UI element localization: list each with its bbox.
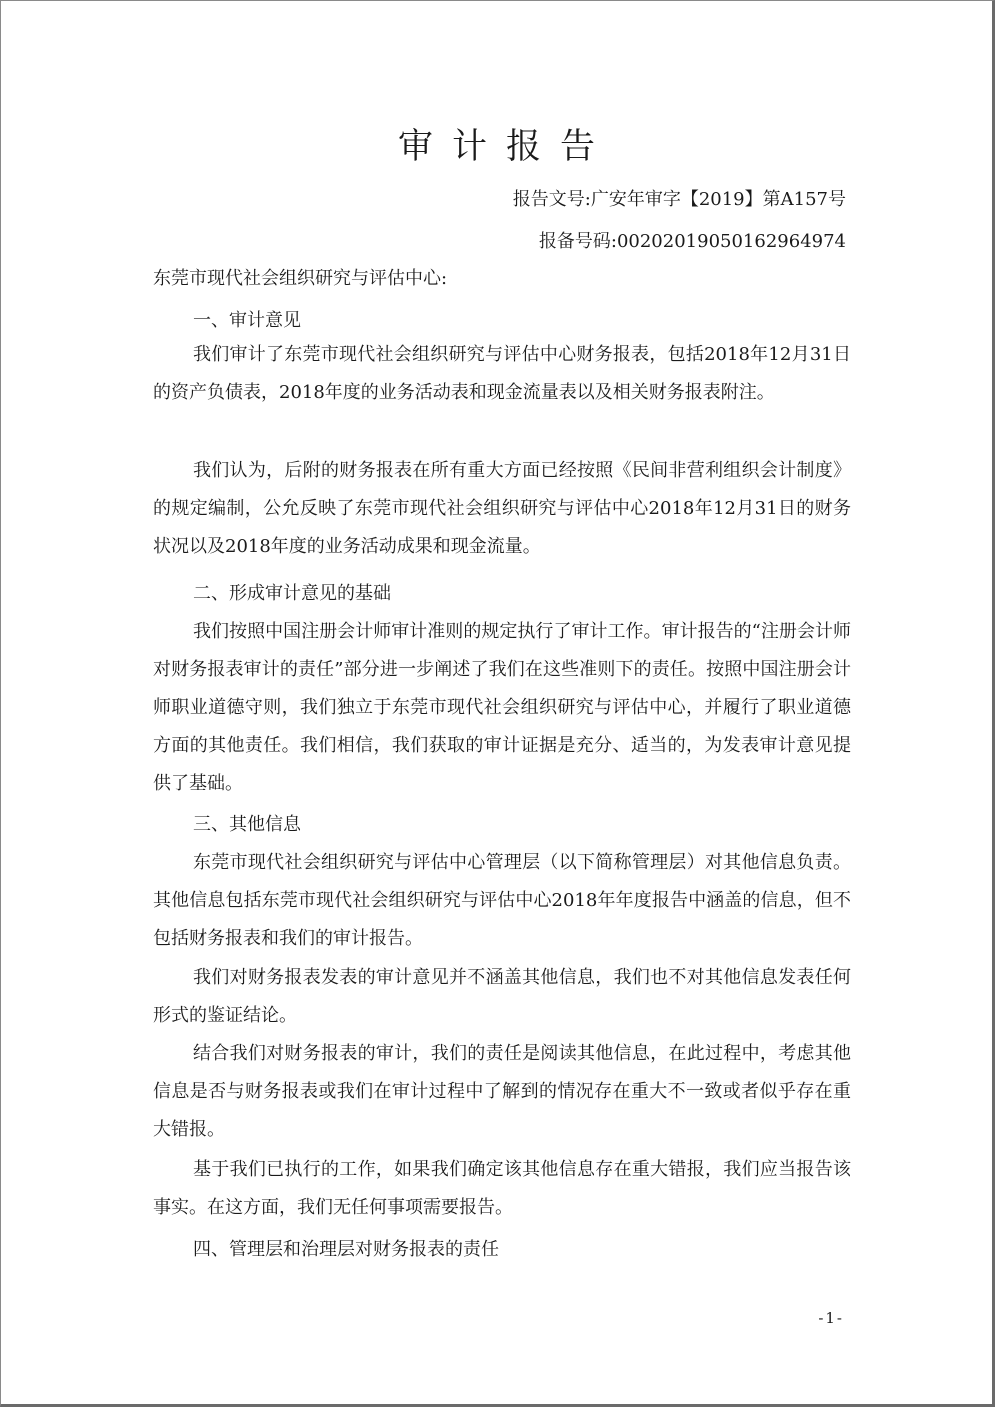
paragraph-other-info-responsibility: 东莞市现代社会组织研究与评估中心管理层（以下简称管理层）对其他信息负责。其他信息包括东莞市现代社会组织研究与评估中心2018年年度报告中涵盖的信息，但不包括财务报表和我们的审计报告。 [153, 852, 851, 949]
paragraph-other-info-conclusion: 基于我们已执行的工作，如果我们确定该其他信息存在重大错报，我们应当报告该事实。在这方面，我们无任何事项需要报告。 [153, 1159, 851, 1218]
paragraph-other-info-reading: 结合我们对财务报表的审计，我们的责任是阅读其他信息，在此过程中，考虑其他信息是否与财务报表或我们在审计过程中了解到的情况存在重大不一致或者似乎存在重大错报。 [153, 1043, 851, 1140]
paragraph-audit-scope: 我们审计了东莞市现代社会组织研究与评估中心财务报表，包括2018年12月31日的资产负债表，2018年度的业务活动表和现金流量表以及相关财务报表附注。 [153, 344, 851, 403]
section-heading-basis: 二、形成审计意见的基础 [193, 583, 391, 604]
paragraph-other-info-opinion: 我们对财务报表发表的审计意见并不涵盖其他信息，我们也不对其他信息发表任何形式的鉴证结论。 [153, 967, 851, 1026]
section-heading-audit-opinion: 一、审计意见 [193, 310, 301, 331]
addressee: 东莞市现代社会组织研究与评估中心: [153, 268, 448, 289]
page-number: -1- [818, 1309, 844, 1327]
section-heading-other-info: 三、其他信息 [193, 814, 301, 835]
filing-number: 报备号码:00202019050162964974 [538, 231, 846, 252]
document-title: 审计报告 [397, 127, 614, 167]
section-heading-management-responsibility: 四、管理层和治理层对财务报表的责任 [193, 1239, 499, 1260]
paragraph-opinion: 我们认为，后附的财务报表在所有重大方面已经按照《民间非营利组织会计制度》的规定编制，公允反映了东莞市现代社会组织研究与评估中心2018年12月31日的财务状况以及2018年度的业务活动成果和现金流量。 [153, 460, 851, 557]
report-number: 报告文号:广安年审字【2019】第A157号 [512, 189, 846, 210]
paragraph-basis: 我们按照中国注册会计师审计准则的规定执行了审计工作。审计报告的“注册会计师对财务报表审计的责任”部分进一步阐述了我们在这些准则下的责任。按照中国注册会计师职业道德守则，我们独立于东莞市现代社会组织研究与评估中心，并履行了职业道德方面的其他责任。我们相信，我们获取的审计证据是充分、适当的，为发表审计意见提供了基础。 [153, 621, 851, 794]
